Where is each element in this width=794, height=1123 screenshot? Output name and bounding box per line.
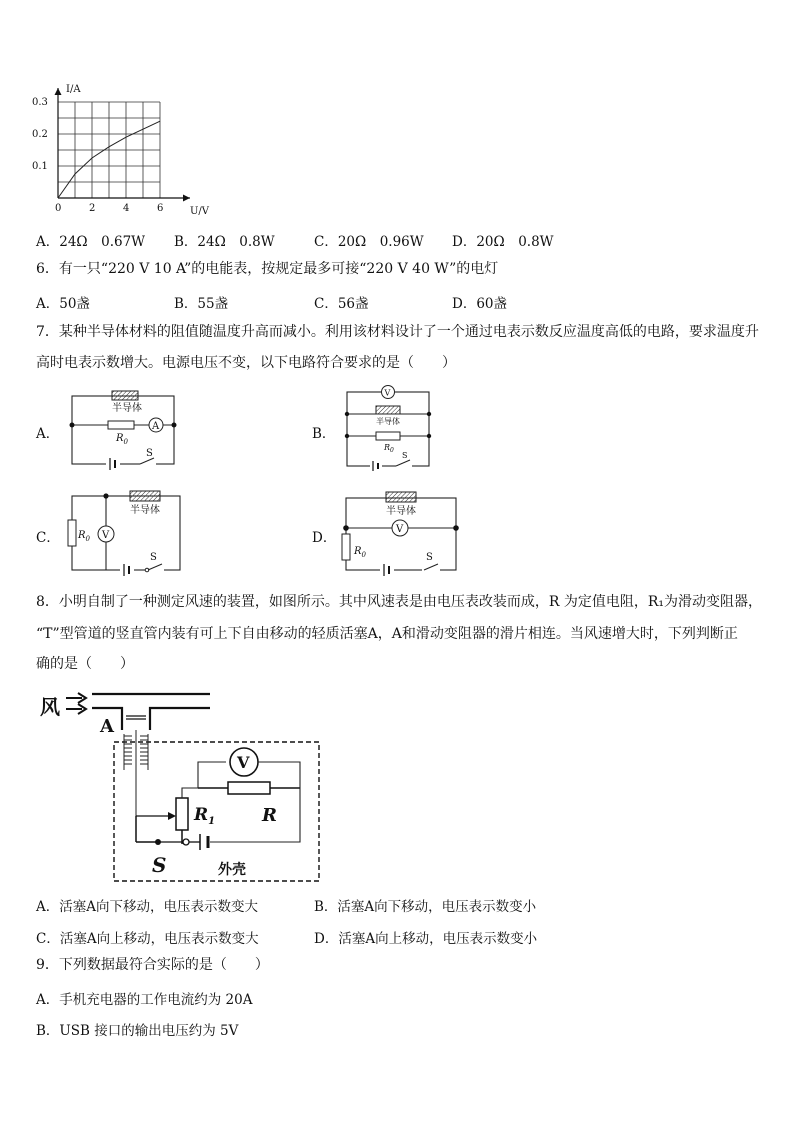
svg-text:S: S: [402, 451, 408, 460]
semiconductor-resistor: [376, 406, 400, 414]
svg-text:S: S: [426, 552, 433, 563]
q6-option-b: B．55盏: [174, 296, 229, 312]
q9-option-b: B．USB 接口的输出电压约为 5V: [36, 1023, 239, 1039]
q6-option-d: D．60盏: [452, 296, 508, 312]
circuit-b: [344, 384, 434, 470]
q9-option-a: A．手机充电器的工作电流约为 20A: [36, 992, 253, 1008]
q8-option-c: C．活塞A向上移动，电压表示数变大: [36, 931, 259, 947]
x-axis-label: U/V: [190, 206, 210, 217]
spring-icon: [124, 730, 148, 816]
semiconductor-label: 半导体: [386, 506, 416, 517]
svg-text:V: V: [237, 753, 250, 772]
svg-text:V: V: [102, 530, 110, 541]
q7-label-c: C．: [36, 530, 60, 546]
r0-label: $R_0$: [354, 546, 366, 559]
svg-text:A: A: [152, 421, 160, 432]
r0-label: $R_0$: [116, 433, 128, 446]
q6-stem: 6．有一只“220 V 10 A”的电能表，按规定最多可接“220 V 40 W”的电灯: [36, 261, 499, 277]
x-tick-label: 0: [55, 203, 62, 214]
wind-label: 风: [40, 695, 60, 719]
semiconductor-label: 半导体: [112, 403, 142, 414]
r0-resistor: [376, 432, 400, 440]
wind-arrows-icon: [66, 693, 86, 714]
q7-label-a: A．: [36, 426, 60, 442]
shell-label: 外壳: [218, 862, 246, 878]
r0-label: $R_0$: [384, 443, 394, 454]
r0-resistor: [108, 421, 134, 429]
wind-speed-device: [38, 686, 338, 886]
pipe-bottom-right: [150, 708, 210, 730]
svg-text:S: S: [150, 552, 157, 563]
q9-stem: 9．下列数据最符合实际的是（ ）: [36, 957, 269, 973]
semiconductor-label: 半导体: [130, 505, 160, 516]
q8-stem-line1: 8．小明自制了一种测定风速的装置，如图所示。其中风速表是由电压表改装而成，R 为定值电阻，R₁为滑动变阻器，: [36, 594, 763, 610]
semiconductor-resistor: [112, 391, 138, 400]
r-resistor: [228, 782, 270, 794]
q8-option-d: D．活塞A向上移动，电压表示数变小: [314, 931, 538, 947]
semiconductor-resistor: [130, 491, 160, 501]
svg-text:V: V: [396, 524, 404, 535]
y-axis-label: I/A: [66, 84, 81, 95]
x-tick-label: 4: [123, 203, 130, 214]
circuit-d: [338, 488, 468, 574]
x-tick-label: 2: [89, 203, 96, 214]
piston-label: A: [100, 716, 114, 737]
r-label: R: [262, 805, 277, 826]
q5-option-d: D．20Ω 0.8W: [452, 234, 554, 250]
q8-stem-line2: “T”型管道的竖直管内装有可上下自由移动的轻质活塞A，A和滑动变阻器的滑片相连。当风速增大时，下列判断正: [36, 626, 738, 642]
q5-option-b: B．24Ω 0.8W: [174, 234, 275, 250]
q8-stem-line3: 确的是（ ）: [36, 656, 134, 672]
r1-rheostat: [176, 798, 188, 830]
iu-graph: [30, 80, 230, 215]
r0-resistor: [342, 534, 350, 560]
q6-option-c: C．56盏: [314, 296, 369, 312]
q7-label-b: B．: [312, 426, 336, 442]
y-tick-label: 0.1: [32, 161, 48, 172]
q8-option-b: B．活塞A向下移动，电压表示数变小: [314, 899, 537, 915]
graph-grid: [58, 102, 160, 198]
q6-option-a: A．50盏: [36, 296, 90, 312]
circuit-a: [70, 388, 180, 468]
q7-label-d: D．: [312, 530, 337, 546]
device-shell: [114, 742, 319, 881]
semiconductor-label: 半导体: [376, 417, 400, 426]
r1-label: $R_1$: [194, 805, 216, 827]
svg-text:V: V: [384, 388, 391, 398]
circuit-c: [66, 490, 186, 574]
q7-stem-line1: 7．某种半导体材料的阻值随温度升高而减小。利用该材料设计了一个通过电表示数反应温度高低的电路，要求温度升: [36, 324, 759, 340]
q5-option-a: A．24Ω 0.67W: [36, 234, 146, 250]
x-tick-label: 6: [157, 203, 164, 214]
semiconductor-resistor: [386, 492, 416, 502]
r0-label: $R_0$: [78, 530, 90, 543]
q5-option-c: C．20Ω 0.96W: [314, 234, 424, 250]
switch-label: S: [152, 853, 167, 877]
y-tick-label: 0.3: [32, 97, 48, 108]
q8-option-a: A．活塞A向下移动，电压表示数变大: [36, 899, 258, 915]
q7-stem-line2: 高时电表示数增大。电源电压不变，以下电路符合要求的是（ ）: [36, 355, 456, 371]
r0-resistor: [68, 520, 76, 546]
svg-text:S: S: [146, 448, 153, 459]
y-tick-label: 0.2: [32, 129, 48, 140]
